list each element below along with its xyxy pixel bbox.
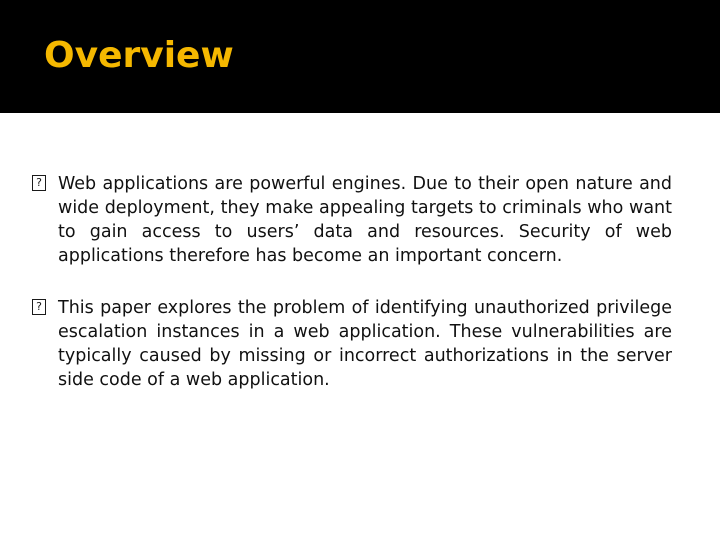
bullet-item	[32, 296, 672, 392]
bullet-marker-icon: ?	[32, 175, 46, 191]
bullet-text: Web applications are powerful engines. Due to their open nature and wide deployment, they make appealing targets to criminals who want to gain access to users’ data and resources. Security of web applications therefore has become an important concern.	[58, 174, 672, 266]
bullet-marker-icon: ?	[32, 299, 46, 315]
slide-title: Overview	[44, 35, 234, 76]
bullet-list	[32, 172, 672, 420]
title-bar	[0, 0, 720, 113]
bullet-item	[32, 172, 672, 268]
bullet-text: This paper explores the problem of identifying unauthorized privilege escalation instances in a web application. These vulnerabilities are typically caused by missing or incorrect authorizations in the server side code of a web application.	[58, 298, 672, 390]
